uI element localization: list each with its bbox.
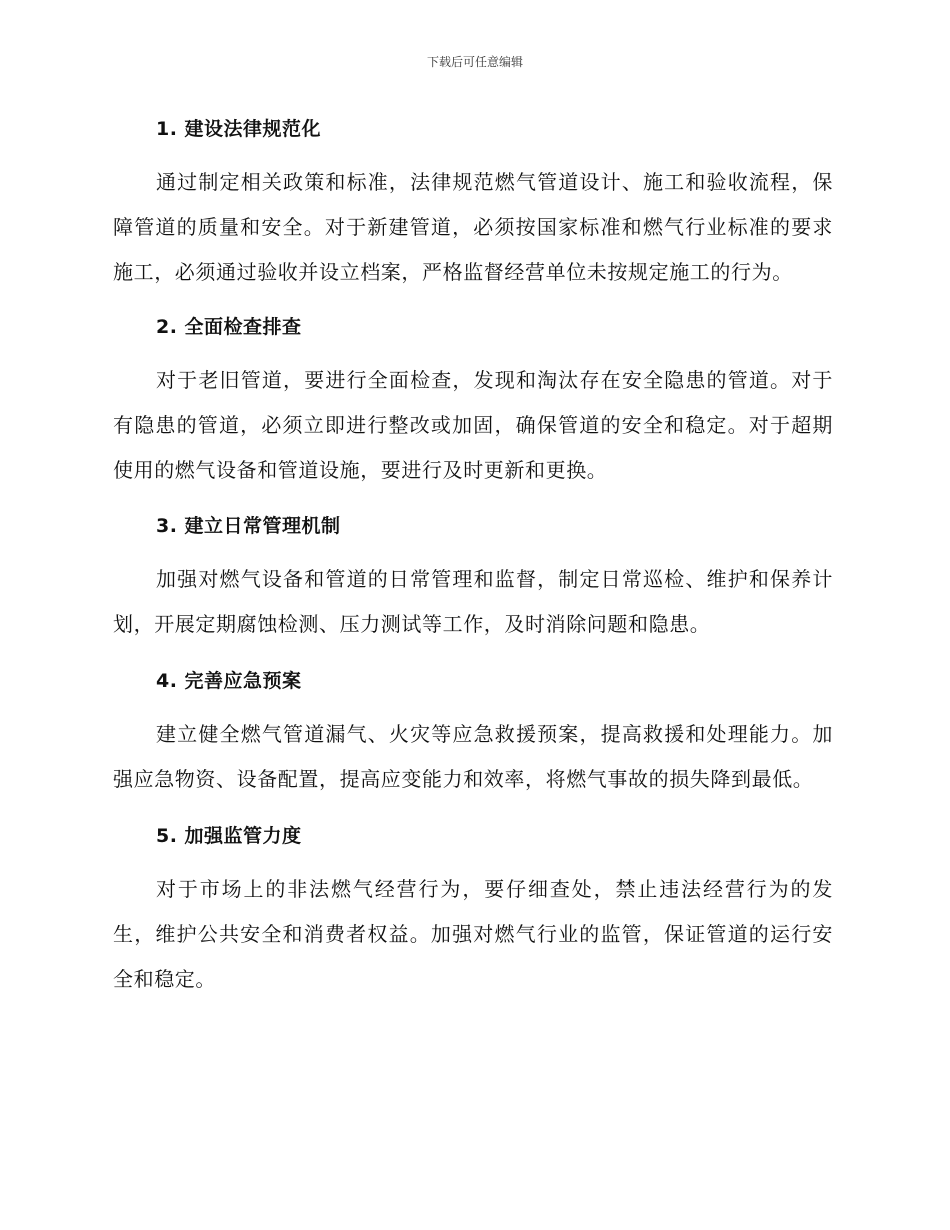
section-title: 2. 全面检查排查 [156, 316, 302, 338]
section-paragraph: 对于老旧管道，要进行全面检查，发现和淘汰存在安全隐患的管道。对于有隐患的管道，必须立即进行整改或加固，确保管道的安全和稳定。对于超期使用的燃气设备和管道设施，要进行及时更新和更换。 [113, 368, 833, 482]
section-title: 5. 加强监管力度 [156, 825, 302, 847]
section-supervision [113, 819, 833, 1002]
section-paragraph: 加强对燃气设备和管道的日常管理和监督，制定日常巡检、维护和保养计划，开展定期腐蚀检测、压力测试等工作，及时消除问题和隐患。 [113, 567, 833, 636]
page-header: 下载后可任意编辑 [426, 55, 523, 69]
section-title: 1. 建设法律规范化 [156, 118, 322, 140]
section-paragraph: 通过制定相关政策和标准，法律规范燃气管道设计、施工和验收流程，保障管道的质量和安全。对于新建管道，必须按国家标准和燃气行业标准的要求施工，必须通过验收并设立档案，严格监督经营单位未按规定施工的行为。 [113, 170, 833, 284]
section-title: 3. 建立日常管理机制 [156, 515, 341, 537]
section-title: 4. 完善应急预案 [156, 670, 302, 692]
section-paragraph: 对于市场上的非法燃气经营行为，要仔细查处，禁止违法经营行为的发生，维护公共安全和消费者权益。加强对燃气行业的监管，保证管道的运行安全和稳定。 [113, 877, 833, 991]
section-daily-management [113, 509, 833, 647]
section-emergency-plan [113, 664, 833, 802]
section-legal-standardization [113, 112, 833, 295]
document-body [113, 112, 833, 1002]
section-paragraph: 建立健全燃气管道漏气、火灾等应急救援预案，提高救援和处理能力。加强应急物资、设备配置，提高应变能力和效率，将燃气事故的损失降到最低。 [113, 722, 833, 791]
section-comprehensive-inspection [113, 310, 833, 493]
